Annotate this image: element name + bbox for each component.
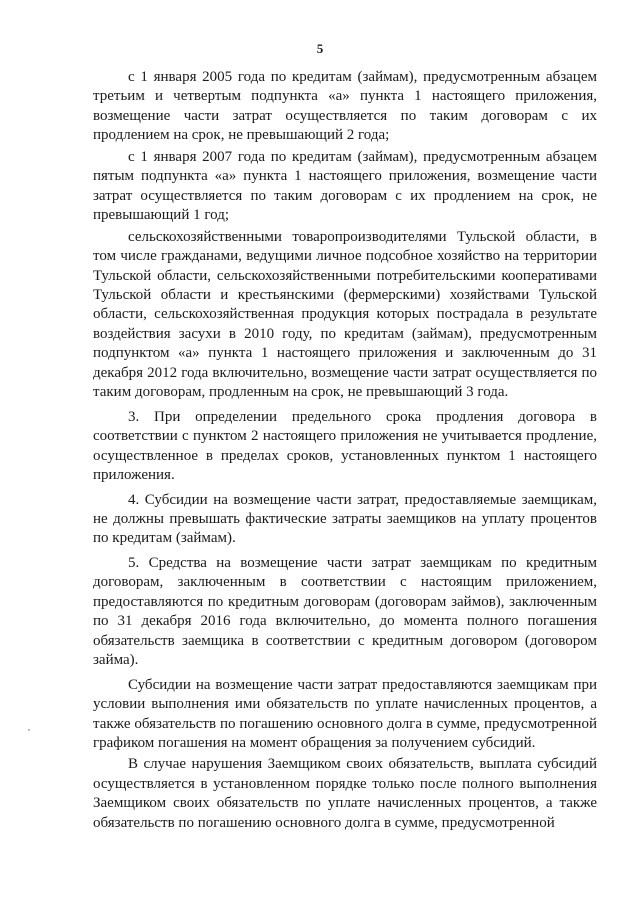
paragraph-item-5: 5. Средства на возмещение части затрат заемщикам по кредитным договорам, заключенным в соответствии с настоящим приложением, предоставляются по кредитным договорам (договорам займов), заключенным по 31 декабря 2016 года включительно, до момента полного погашения обязательств заемщика в соответствии с кредитным договором (договором займа). [93,554,597,669]
paragraph-credits-2005: с 1 января 2005 года по кредитам (займам), предусмотренным абзацем третьим и четвертым подпункта «а» пункта 1 настоящего приложения, возмещение части затрат осуществляется по таким договорам с их продлением на срок, не превышающий 2 года; [93,69,597,144]
paragraph-violation-case: В случае нарушения Заемщиком своих обязательств, выплата субсидий осуществляется в установленном порядке только после полного выполнения Заемщиком своих обязательств по уплате начисленных процентов, а также обязательств по погашению основного долга в сумме, предусмотренной [93,756,597,831]
page-number: 5 [316,41,324,56]
document-body [93,68,597,833]
paragraph-drought-2010: сельскохозяйственными товаропроизводителями Тульской области, в том числе гражданами, ведущими личное подсобное хозяйство на территории Тульской области, сельскохозяйственными потребительскими кооперативами Тульской области и крестьянскими (фермерскими) хозяйствами Тульской области, сельскохозяйственная продукция которых пострадала в результате воздействия засухи в 2010 году, по кредитам (займам), предусмотренным подпунктом «а» пункта 1 настоящего приложения и заключенным до 31 декабря 2012 года включительно, возмещение части затрат осуществляется по таким договорам, продленным на срок, не превышающий 3 года. [93,228,597,401]
paragraph-item-3: 3. При определении предельного срока продления договора в соответствии с пунктом 2 настоящего приложения не учитывается продление, осуществленное в пределах сроков, установленных пунктом 1 настоящего приложения. [93,408,597,484]
paragraph-item-4: 4. Субсидии на возмещение части затрат, предоставляемые заемщикам, не должны превышать фактические затраты заемщиков на уплату процентов по кредитам (займам). [93,491,597,547]
paragraph-subsidy-conditions: Субсидии на возмещение части затрат предоставляются заемщикам при условии выполнения ими обязательств по уплате начисленных процентов, а также обязательств по погашению основного долга в сумме, предусмотренной графиком погашения на момент обращения за получением субсидий. [93,676,597,751]
paragraph-credits-2007: с 1 января 2007 года по кредитам (займам), предусмотренным абзацем пятым подпункта «а» пункта 1 настоящего приложения, возмещение части затрат осуществляется по таким договорам с их продлением на срок, не превышающий 1 год; [93,148,597,224]
scan-artifact [28,729,30,731]
